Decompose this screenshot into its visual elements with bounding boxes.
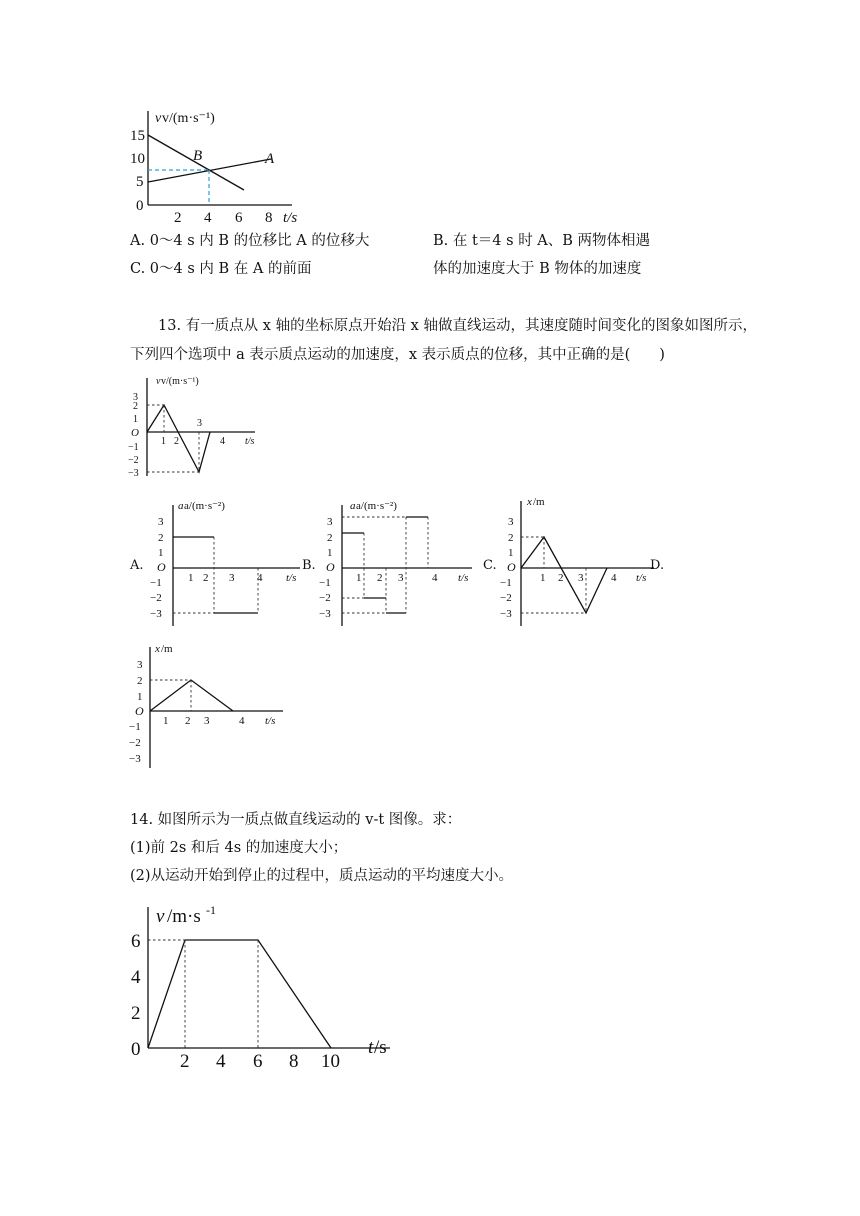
svg-text:2: 2 <box>203 572 209 584</box>
svg-text:1: 1 <box>161 436 166 447</box>
svg-text:t/s: t/s <box>245 436 255 447</box>
svg-text:−1: −1 <box>129 721 141 733</box>
svg-text:3: 3 <box>508 516 514 528</box>
q14-stem-line1: 14. 如图所示为一质点做直线运动的 v-t 图像。求： <box>130 812 462 828</box>
svg-text:4: 4 <box>239 715 245 727</box>
svg-text:1: 1 <box>508 547 514 559</box>
q12-option-a: A. 0～4 s 内 B 的位移比 A 的位移大 <box>130 233 370 249</box>
svg-text:4: 4 <box>220 436 225 447</box>
svg-text:5: 5 <box>136 174 144 190</box>
svg-text:2: 2 <box>174 210 182 226</box>
svg-text:v: v <box>156 376 161 387</box>
q13-option-a-graph <box>140 493 310 628</box>
svg-text:x: x <box>155 643 160 655</box>
svg-text:3: 3 <box>578 572 584 584</box>
svg-text:4: 4 <box>611 572 617 584</box>
svg-text:−2: −2 <box>129 737 141 749</box>
svg-text:−2: −2 <box>150 592 162 604</box>
svg-text:a: a <box>350 500 356 512</box>
svg-text:3: 3 <box>398 572 404 584</box>
svg-text:t/s: t/s <box>265 715 276 727</box>
svg-text:−3: −3 <box>500 608 512 620</box>
svg-text:O: O <box>135 704 144 718</box>
svg-text:8: 8 <box>265 210 273 226</box>
svg-text:−2: −2 <box>128 455 139 466</box>
svg-text:a/(m·s⁻²): a/(m·s⁻²) <box>184 500 225 512</box>
svg-text:6: 6 <box>131 931 141 952</box>
svg-text:1: 1 <box>356 572 362 584</box>
svg-text:3: 3 <box>158 516 164 528</box>
q14-stem-line2: (1)前 2s 和后 4s 的加速度大小； <box>130 840 348 856</box>
svg-text:3: 3 <box>133 392 138 403</box>
svg-text:1: 1 <box>540 572 546 584</box>
svg-text:3: 3 <box>327 516 333 528</box>
svg-text:15: 15 <box>130 128 145 144</box>
svg-text:x: x <box>527 496 532 508</box>
svg-text:10: 10 <box>321 1051 340 1072</box>
svg-text:−1: −1 <box>319 577 331 589</box>
svg-text:−2: −2 <box>500 592 512 604</box>
q13-label-a: A. <box>130 558 144 573</box>
q12-ylabel: v/(m·s⁻¹) <box>162 111 215 126</box>
svg-text:a: a <box>178 500 184 512</box>
svg-text:3: 3 <box>229 572 235 584</box>
svg-text:v: v <box>156 906 165 927</box>
svg-text:0: 0 <box>136 198 144 214</box>
svg-text:2: 2 <box>558 572 564 584</box>
svg-text:1: 1 <box>133 414 138 425</box>
svg-text:-1: -1 <box>206 903 216 917</box>
svg-text:4: 4 <box>216 1051 226 1072</box>
svg-text:3: 3 <box>204 715 210 727</box>
svg-text:O: O <box>507 560 516 574</box>
svg-text:6: 6 <box>235 210 243 226</box>
svg-text:−3: −3 <box>128 468 139 479</box>
q13-label-c: C. <box>483 558 497 573</box>
svg-text:2: 2 <box>508 532 514 544</box>
svg-text:O: O <box>131 427 139 439</box>
q12-option-b: B. 在 t＝4 s 时 A、B 两物体相遇 <box>433 233 651 249</box>
svg-text:2: 2 <box>131 1003 141 1024</box>
svg-text:O: O <box>157 560 166 574</box>
svg-text:/s: /s <box>374 1037 387 1058</box>
svg-text:2: 2 <box>133 401 138 412</box>
svg-text:−1: −1 <box>150 577 162 589</box>
q14-stem-line3: (2)从运动开始到停止的过程中，质点运动的平均速度大小。 <box>130 868 514 884</box>
svg-text:t/s: t/s <box>286 572 297 584</box>
svg-text:A: A <box>265 151 275 167</box>
q13-label-d: D. <box>650 558 665 573</box>
svg-text:2: 2 <box>137 675 143 687</box>
q13-stem-line1: 13. 有一质点从 x 轴的坐标原点开始沿 x 轴做直线运动，其速度随时间变化的图象如图所示， <box>158 318 757 334</box>
svg-text:10: 10 <box>130 151 145 167</box>
svg-text:4: 4 <box>257 572 263 584</box>
svg-text:1: 1 <box>327 547 333 559</box>
q13-option-b-graph <box>312 493 482 628</box>
svg-text:8: 8 <box>289 1051 299 1072</box>
svg-text:/m: /m <box>533 496 545 508</box>
svg-text:/m: /m <box>161 643 173 655</box>
svg-text:4: 4 <box>432 572 438 584</box>
q13-vt-graph <box>125 370 265 480</box>
svg-text:v/(m·s⁻¹): v/(m·s⁻¹) <box>161 376 199 387</box>
svg-text:−2: −2 <box>319 592 331 604</box>
svg-text:2: 2 <box>158 532 164 544</box>
svg-text:3: 3 <box>137 659 143 671</box>
svg-text:/m·s: /m·s <box>167 906 201 927</box>
q12-vt-graph <box>125 105 305 226</box>
q12-xlabel: t/s <box>283 210 298 226</box>
svg-text:−1: −1 <box>128 442 139 453</box>
svg-text:1: 1 <box>188 572 194 584</box>
svg-text:v: v <box>155 111 162 126</box>
q13-label-b: B. <box>302 558 316 573</box>
q13-option-c-graph <box>496 493 666 628</box>
svg-text:−1: −1 <box>500 577 512 589</box>
q13-option-d-graph <box>125 640 295 775</box>
svg-text:2: 2 <box>185 715 191 727</box>
svg-text:4: 4 <box>204 210 212 226</box>
svg-text:3: 3 <box>197 418 202 429</box>
svg-text:6: 6 <box>253 1051 263 1072</box>
svg-text:2: 2 <box>377 572 383 584</box>
q13-stem-line2: 下列四个选项中 a 表示质点运动的加速度，x 表示质点的位移，其中正确的是( ) <box>130 347 665 363</box>
svg-text:t: t <box>368 1037 374 1058</box>
svg-text:0: 0 <box>131 1039 141 1060</box>
q12-option-d: 体的加速度大于 B 物体的加速度 <box>433 261 642 277</box>
q14-series-line <box>148 940 331 1048</box>
q12-option-c: C. 0～4 s 内 B 在 A 的前面 <box>130 261 312 277</box>
svg-text:1: 1 <box>137 691 143 703</box>
svg-text:−3: −3 <box>319 608 331 620</box>
svg-text:−3: −3 <box>129 753 141 765</box>
q14-vt-graph <box>125 895 405 1075</box>
svg-text:O: O <box>326 560 335 574</box>
svg-text:2: 2 <box>180 1051 190 1072</box>
svg-text:B: B <box>193 148 203 164</box>
svg-text:−3: −3 <box>150 608 162 620</box>
svg-text:1: 1 <box>163 715 169 727</box>
svg-text:t/s: t/s <box>458 572 469 584</box>
svg-text:1: 1 <box>158 547 164 559</box>
svg-text:4: 4 <box>131 967 141 988</box>
svg-text:2: 2 <box>174 436 179 447</box>
svg-text:a/(m·s⁻²): a/(m·s⁻²) <box>356 500 397 512</box>
svg-text:t/s: t/s <box>636 572 647 584</box>
svg-text:2: 2 <box>327 532 333 544</box>
